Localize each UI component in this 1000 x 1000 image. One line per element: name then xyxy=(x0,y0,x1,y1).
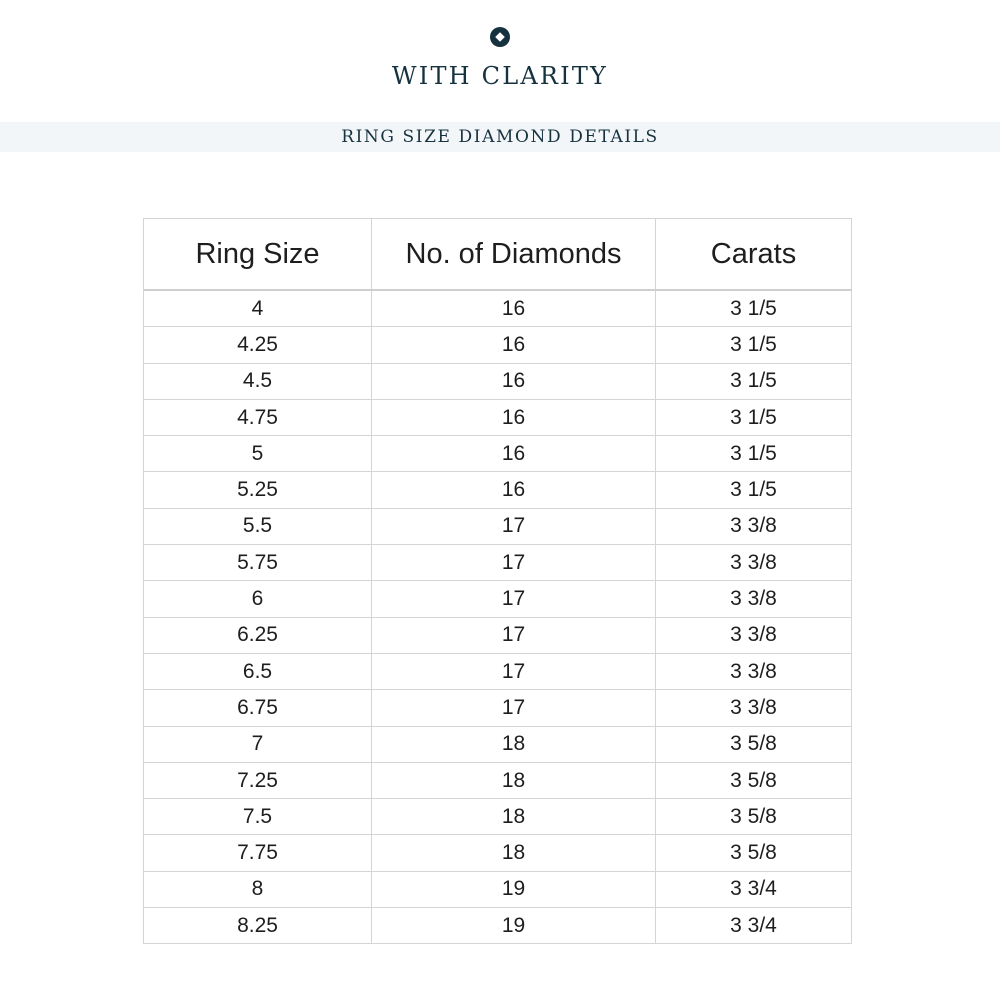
cell-diamonds: 17 xyxy=(372,653,656,689)
table-row xyxy=(144,290,852,327)
cell-diamonds: 16 xyxy=(372,472,656,508)
cell-carats: 3 1/5 xyxy=(656,290,852,327)
cell-diamonds: 18 xyxy=(372,762,656,798)
cell-carats: 3 1/5 xyxy=(656,327,852,363)
cell-diamonds: 16 xyxy=(372,399,656,435)
cell-carats: 3 3/8 xyxy=(656,617,852,653)
cell-carats: 3 5/8 xyxy=(656,726,852,762)
table-row xyxy=(144,908,852,944)
cell-ring-size: 7.5 xyxy=(144,799,372,835)
cell-diamonds: 17 xyxy=(372,508,656,544)
cell-ring-size: 7.25 xyxy=(144,762,372,798)
cell-diamonds: 17 xyxy=(372,545,656,581)
cell-ring-size: 5 xyxy=(144,436,372,472)
cell-ring-size: 8.25 xyxy=(144,908,372,944)
cell-diamonds: 17 xyxy=(372,690,656,726)
cell-diamonds: 19 xyxy=(372,908,656,944)
cell-ring-size: 6 xyxy=(144,581,372,617)
cell-carats: 3 3/8 xyxy=(656,581,852,617)
cell-diamonds: 16 xyxy=(372,363,656,399)
header-ring-size: Ring Size xyxy=(144,219,372,291)
cell-ring-size: 6.25 xyxy=(144,617,372,653)
cell-ring-size: 5.25 xyxy=(144,472,372,508)
table-header-row xyxy=(144,219,852,291)
cell-ring-size: 5.5 xyxy=(144,508,372,544)
cell-carats: 3 1/5 xyxy=(656,472,852,508)
diamond-circle-icon xyxy=(489,26,511,48)
cell-carats: 3 5/8 xyxy=(656,762,852,798)
table-row xyxy=(144,581,852,617)
cell-diamonds: 16 xyxy=(372,327,656,363)
cell-diamonds: 17 xyxy=(372,581,656,617)
table-body xyxy=(144,290,852,944)
cell-ring-size: 5.75 xyxy=(144,545,372,581)
cell-carats: 3 1/5 xyxy=(656,399,852,435)
cell-carats: 3 5/8 xyxy=(656,835,852,871)
brand-name: WITH CLARITY xyxy=(391,62,609,90)
section-title: RING SIZE DIAMOND DETAILS xyxy=(341,127,659,147)
cell-carats: 3 5/8 xyxy=(656,799,852,835)
cell-diamonds: 19 xyxy=(372,871,656,907)
table-row xyxy=(144,617,852,653)
cell-carats: 3 3/4 xyxy=(656,871,852,907)
cell-carats: 3 3/8 xyxy=(656,690,852,726)
table-row xyxy=(144,399,852,435)
table-row xyxy=(144,472,852,508)
table-row xyxy=(144,762,852,798)
cell-diamonds: 16 xyxy=(372,290,656,327)
cell-diamonds: 18 xyxy=(372,726,656,762)
cell-ring-size: 4 xyxy=(144,290,372,327)
cell-ring-size: 6.75 xyxy=(144,690,372,726)
table-row xyxy=(144,835,852,871)
table-row xyxy=(144,726,852,762)
table-row xyxy=(144,871,852,907)
cell-ring-size: 4.75 xyxy=(144,399,372,435)
cell-diamonds: 18 xyxy=(372,835,656,871)
header-no-of-diamonds: No. of Diamonds xyxy=(372,219,656,291)
header-carats: Carats xyxy=(656,219,852,291)
cell-ring-size: 8 xyxy=(144,871,372,907)
ring-size-table xyxy=(143,218,852,944)
table-row xyxy=(144,363,852,399)
table-row xyxy=(144,799,852,835)
table-row xyxy=(144,690,852,726)
cell-carats: 3 3/8 xyxy=(656,508,852,544)
cell-carats: 3 3/4 xyxy=(656,908,852,944)
cell-diamonds: 17 xyxy=(372,617,656,653)
cell-ring-size: 7 xyxy=(144,726,372,762)
ring-size-table-container xyxy=(143,218,851,944)
table-row xyxy=(144,653,852,689)
cell-ring-size: 6.5 xyxy=(144,653,372,689)
cell-carats: 3 3/8 xyxy=(656,653,852,689)
cell-carats: 3 1/5 xyxy=(656,363,852,399)
brand-logo xyxy=(0,26,1000,48)
table-row xyxy=(144,436,852,472)
table-row xyxy=(144,545,852,581)
cell-ring-size: 7.75 xyxy=(144,835,372,871)
cell-carats: 3 3/8 xyxy=(656,545,852,581)
table-row xyxy=(144,508,852,544)
cell-carats: 3 1/5 xyxy=(656,436,852,472)
cell-diamonds: 18 xyxy=(372,799,656,835)
cell-ring-size: 4.25 xyxy=(144,327,372,363)
table-row xyxy=(144,327,852,363)
cell-ring-size: 4.5 xyxy=(144,363,372,399)
cell-diamonds: 16 xyxy=(372,436,656,472)
